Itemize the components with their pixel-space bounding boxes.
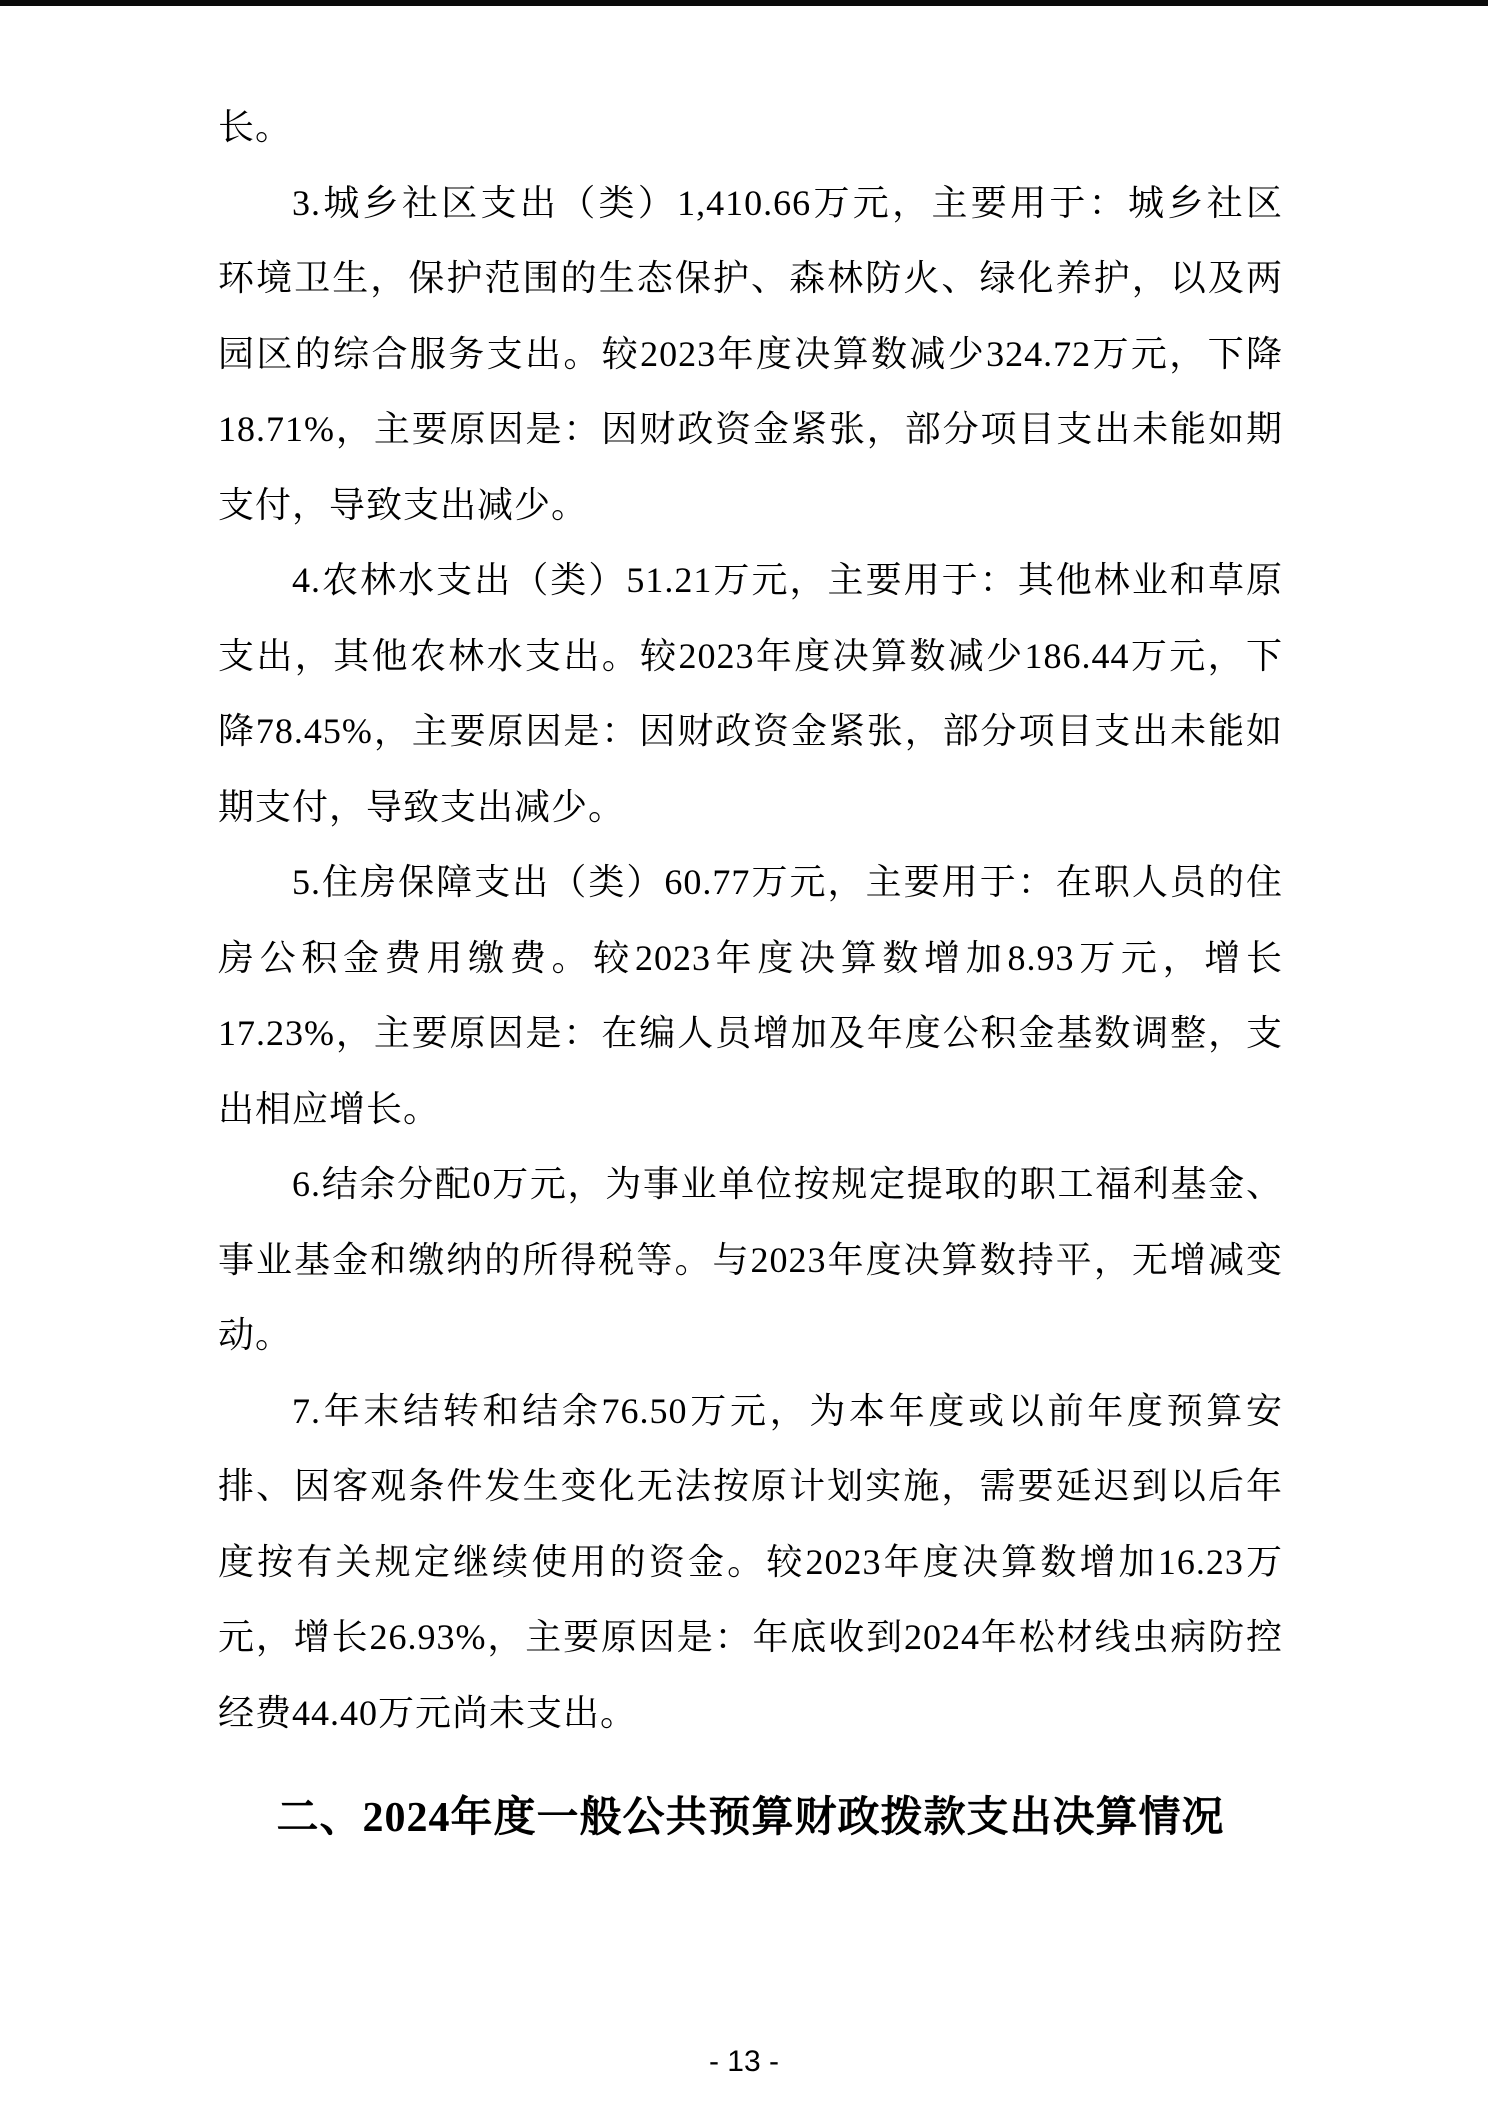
text-line: 元，增长26.93%，主要原因是：年底收到2024年松材线虫病防控 xyxy=(218,1617,1283,1657)
section-heading: 二、2024年度一般公共预算财政拨款支出决算情况 xyxy=(276,1795,1225,1841)
text-line: 支付，导致支出减少。 xyxy=(218,484,589,525)
text-line: 6.结余分配0万元，为事业单位按规定提取的职工福利基金、 xyxy=(292,1164,1283,1204)
text-line: 5.住房保障支出（类）60.77万元，主要用于：在职人员的住 xyxy=(292,862,1283,902)
text-line: 度按有关规定继续使用的资金。较2023年度决算数增加16.23万 xyxy=(218,1541,1283,1582)
text-line: 排、因客观条件发生变化无法按原计划实施，需要延迟到以后年 xyxy=(218,1466,1283,1506)
text-line: 支出，其他农林水支出。较2023年度决算数减少186.44万元，下 xyxy=(218,635,1283,676)
text-line: 7.年末结转和结余76.50万元，为本年度或以前年度预算安 xyxy=(292,1390,1283,1431)
page-number: - 13 - xyxy=(708,2045,780,2078)
text-line: 期支付，导致支出减少。 xyxy=(218,786,626,827)
text-line: 事业基金和缴纳的所得税等。与2023年度决算数持平，无增减变 xyxy=(218,1239,1283,1280)
scan-top-border xyxy=(0,0,1488,6)
text-line: 动。 xyxy=(218,1315,293,1355)
text-line: 长。 xyxy=(218,107,293,147)
text-line: 3.城乡社区支出（类）1,410.66万元，主要用于：城乡社区 xyxy=(292,182,1283,223)
text-line: 经费44.40万元尚未支出。 xyxy=(218,1692,638,1733)
text-line: 4.农林水支出（类）51.21万元，主要用于：其他林业和草原 xyxy=(292,560,1283,600)
text-line: 环境卫生，保护范围的生态保护、森林防火、绿化养护，以及两 xyxy=(218,258,1283,298)
text-line: 17.23%，主要原因是：在编人员增加及年度公积金基数调整，支 xyxy=(218,1013,1283,1053)
text-line: 房公积金费用缴费。较2023年度决算数增加8.93万元，增长 xyxy=(218,937,1283,978)
text-line: 园区的综合服务支出。较2023年度决算数减少324.72万元，下降 xyxy=(218,333,1283,374)
text-line: 出相应增长。 xyxy=(218,1088,441,1129)
document-body xyxy=(218,90,1283,1858)
text-line: 降78.45%，主要原因是：因财政资金紧张，部分项目支出未能如 xyxy=(218,711,1283,751)
text-line: 18.71%，主要原因是：因财政资金紧张，部分项目支出未能如期 xyxy=(218,409,1283,449)
